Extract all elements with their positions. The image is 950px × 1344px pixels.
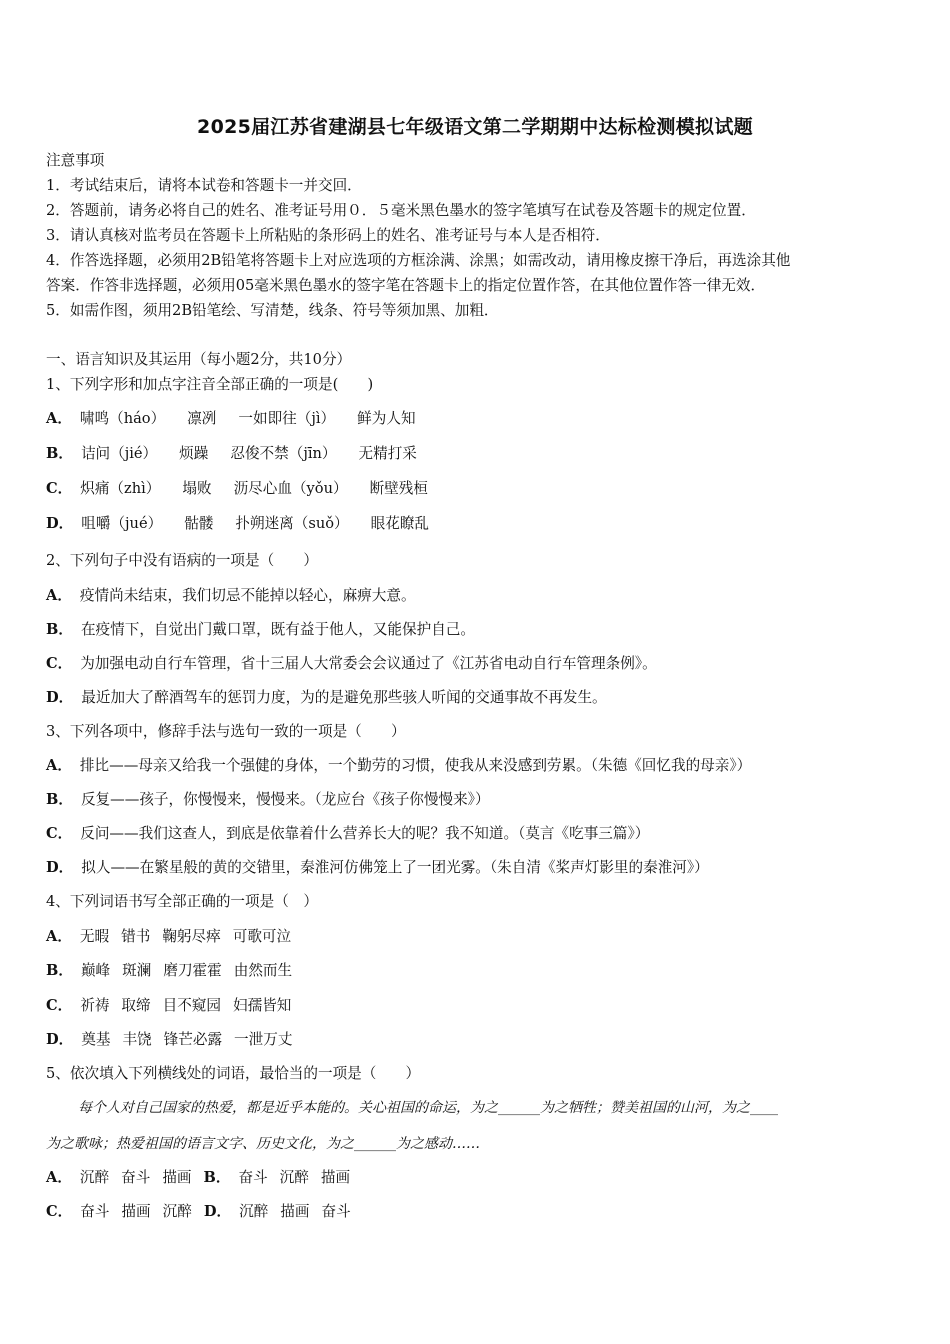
- notice-line-6: 5．如需作图，须用2B铅笔绘、写清楚，线条、符号等须加黑、加粗．: [46, 302, 499, 319]
- notice-heading: 注意事项: [46, 152, 105, 169]
- q4-option-b: B． 巅峰 斑澜 磨刀霍霍 由然而生: [46, 962, 293, 979]
- q2-option-b: B． 在疫情下，自觉出门戴口罩，既有益于他人，又能保护自己。: [46, 621, 475, 638]
- q2-stem: 2、下列句子中没有语病的一项是（ ）: [46, 552, 318, 569]
- q4-option-d: D． 奠基 丰饶 锋芒必露 一泄万丈: [46, 1031, 293, 1048]
- q4-option-c: C． 祈祷 取缔 目不窥园 妇孺皆知: [46, 997, 292, 1014]
- q4-option-a: A． 无暇 错书 鞠躬尽瘁 可歌可泣: [46, 928, 292, 945]
- q5-options-cd: C． 奋斗 描画 沉醉 D． 沉醉 描画 奋斗: [46, 1203, 351, 1220]
- q3-option-c: C． 反问——我们这查人，到底是依靠着什么营养长大的呢？我不知道。（莫言《吃事三篇》）: [46, 825, 650, 842]
- q5-passage-line-2: 为之歌咏；热爱祖国的语言文字、历史文化，为之______为之感动……: [46, 1136, 480, 1152]
- page-title: 2025届江苏省建湖县七年级语文第二学期期中达标检测模拟试题: [197, 116, 753, 138]
- notice-line-2: 2．答题前，请务必将自己的姓名、准考证号用０．５毫米黑色墨水的签字笔填写在试卷及答题卡的规定位置．: [46, 202, 756, 219]
- q5-passage-line-1: 每个人对自己国家的热爱，都是近乎本能的。关心祖国的命运，为之______为之牺牲；赞美祖国的山河，为之____: [78, 1100, 778, 1116]
- section-heading: 一、语言知识及其运用（每小题2分，共10分）: [46, 351, 352, 368]
- q3-option-a: A． 排比——母亲又给我一个强健的身体，一个勤劳的习惯，使我从来没感到劳累。（朱德《回忆我的母亲》）: [46, 757, 752, 774]
- q1-option-a: A． 啸鸣（háo） 凛冽 一如即往（jì） 鲜为人知: [46, 410, 416, 427]
- q5-options-ab: A． 沉醉 奋斗 描画 B． 奋斗 沉醉 描画: [46, 1169, 351, 1186]
- q3-option-b: B． 反复——孩子，你慢慢来，慢慢来。（龙应台《孩子你慢慢来》）: [46, 791, 490, 808]
- q2-option-a: A． 疫情尚未结束，我们切忌不能掉以轻心，麻痹大意。: [46, 587, 416, 604]
- q2-option-c: C． 为加强电动自行车管理，省十三届人大常委会会议通过了《江苏省电动自行车管理条例》。: [46, 655, 657, 672]
- notice-line-1: 1．考试结束后，请将本试卷和答题卡一并交回．: [46, 177, 362, 194]
- q5-stem: 5、依次填入下列横线处的词语，最恰当的一项是（ ）: [46, 1065, 421, 1082]
- q4-stem: 4、下列词语书写全部正确的一项是（ ）: [46, 893, 318, 910]
- q1-stem: 1、下列字形和加点字注音全部正确的一项是( ): [46, 376, 374, 393]
- q1-option-c: C． 炽痛（zhì） 塌败 沥尽心血（yǒu） 断壁残桓: [46, 480, 428, 497]
- notice-line-3: 3．请认真核对监考员在答题卡上所粘贴的条形码上的姓名、准考证号与本人是否相符．: [46, 227, 610, 244]
- q3-option-d: D． 拟人——在繁星般的黄的交错里，秦淮河仿佛笼上了一团光雾。（朱自清《桨声灯影里的秦淮河》）: [46, 859, 709, 876]
- notice-line-4: 4．作答选择题，必须用2B铅笔将答题卡上对应选项的方框涂满、涂黑；如需改动，请用橡皮擦干净后，再选涂其他: [46, 252, 791, 269]
- q1-option-b: B． 诘问（jié） 烦躁 忍俊不禁（jīn） 无精打采: [46, 445, 417, 462]
- q1-option-d: D． 咀嚼（jué） 骷髅 扑朔迷离（suǒ） 眼花瞭乱: [46, 515, 430, 532]
- q2-option-d: D． 最近加大了醉酒驾车的惩罚力度，为的是避免那些骇人听闻的交通事故不再发生。: [46, 689, 607, 706]
- notice-line-5: 答案．作答非选择题，必须用05毫米黑色墨水的签字笔在答题卡上的指定位置作答，在其他位置作答一律无效．: [46, 277, 766, 294]
- q3-stem: 3、下列各项中，修辞手法与选句一致的一项是（ ）: [46, 723, 406, 740]
